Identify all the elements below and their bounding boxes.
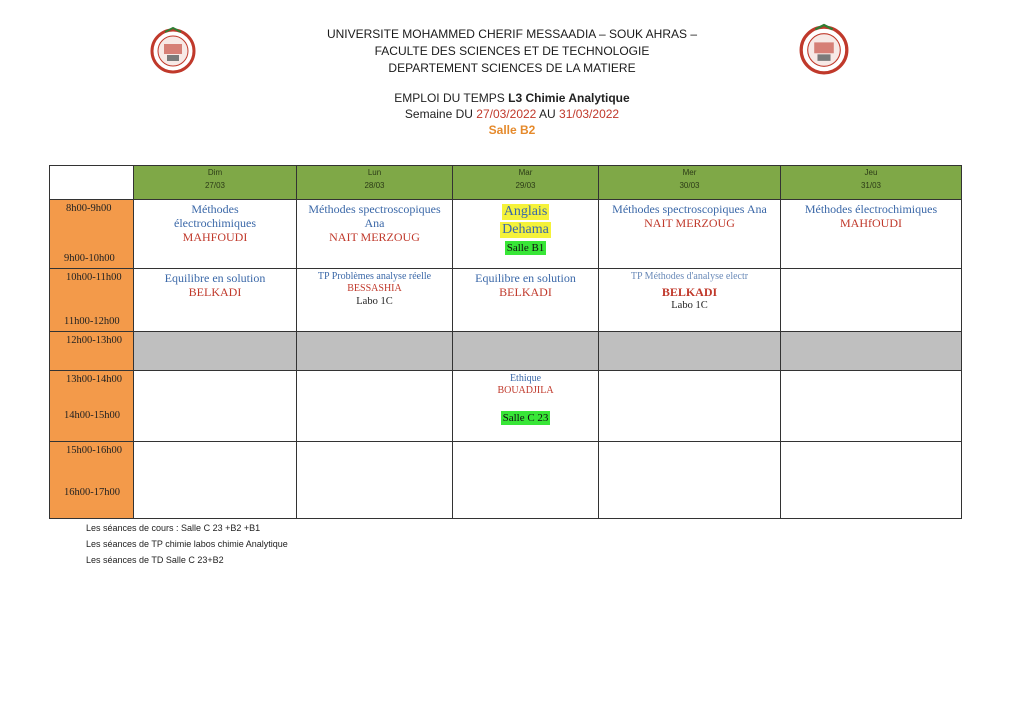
session-cell [781, 269, 962, 332]
time-cell-2 [50, 269, 134, 332]
time-label: 8h00-9h00 [66, 203, 112, 214]
time-cell-3 [50, 332, 134, 371]
professor-name: NAIT MERZOUG [329, 230, 420, 244]
lunch-cell [453, 332, 599, 371]
day-header-dim: Dim 27/03 [134, 166, 297, 200]
time-row-1 [50, 200, 962, 269]
university-header [0, 26, 1024, 77]
session-cell [297, 269, 453, 332]
schedule-notes [86, 520, 288, 568]
professor-name: MAHfOUDI [840, 216, 902, 230]
week-to-date: 31/03/2022 [559, 107, 620, 121]
note-line: Les séances de TD Salle C 23+B2 [86, 555, 224, 565]
session-cell [453, 269, 599, 332]
note-line: Les séances de TP chimie labos chimie Analytique [86, 539, 288, 549]
session-cell [781, 371, 962, 442]
time-row-2 [50, 269, 962, 332]
time-label: 15h00-16h00 [66, 445, 122, 456]
schedule-week [0, 106, 1024, 122]
professor-name: MAHFOUDI [182, 230, 248, 244]
time-label: 14h00-15h00 [64, 410, 120, 421]
room-label: Labo 1C [671, 300, 708, 311]
faculty-name: FACULTE DES SCIENCES ET DE TECHNOLOGIE [374, 44, 650, 58]
course-name: Anglais [503, 204, 548, 219]
time-row-4 [50, 371, 962, 442]
room-badge: Salle B1 [506, 242, 545, 254]
session-cell [599, 442, 781, 519]
time-row-5 [50, 442, 962, 519]
session-cell [781, 442, 962, 519]
course-name: Equilibre en solution [475, 271, 576, 285]
course-name: TP Problèmes analyse réelle [317, 271, 432, 282]
professor-name: NAIT MERZOUG [644, 216, 735, 230]
day-header-mar: Mar 29/03 [453, 166, 599, 200]
session-cell [781, 200, 962, 269]
course-name: Méthodes spectroscopiques Ana [308, 202, 441, 230]
session-cell [134, 442, 297, 519]
time-cell-1 [50, 200, 134, 269]
time-cell-5 [50, 442, 134, 519]
time-label: 10h00-11h00 [66, 272, 122, 283]
time-cell-4 [50, 371, 134, 442]
session-cell [297, 371, 453, 442]
corner-cell [50, 166, 134, 200]
lunch-cell [599, 332, 781, 371]
session-cell [134, 269, 297, 332]
session-cell [599, 269, 781, 332]
schedule-room: Salle B2 [488, 123, 536, 137]
day-header-mer: Mer 30/03 [599, 166, 781, 200]
time-label: 13h00-14h00 [66, 374, 122, 385]
time-label: 12h00-13h00 [66, 335, 122, 346]
professor-name: BELKADI [188, 285, 242, 299]
professor-name: BELKADI [499, 285, 552, 299]
room-label: Labo 1C [356, 296, 393, 307]
day-header-row [50, 166, 962, 200]
day-header-lun: Lun 28/03 [297, 166, 453, 200]
week-mid: AU [536, 107, 560, 121]
course-name: Méthodes électrochimiques [174, 202, 256, 230]
session-cell [134, 371, 297, 442]
session-cell [453, 371, 599, 442]
session-cell [453, 200, 599, 269]
week-prefix: Semaine DU [404, 107, 477, 121]
lunch-cell [781, 332, 962, 371]
university-name: UNIVERSITE MOHAMMED CHERIF MESSAADIA – SOUK AHRAS – [326, 27, 698, 41]
course-name: Equilibre en solution [164, 271, 266, 285]
session-cell [134, 200, 297, 269]
note-line: Les séances de cours : Salle C 23 +B2 +B1 [86, 523, 261, 533]
session-cell [297, 442, 453, 519]
day-header-jeu: Jeu 31/03 [781, 166, 962, 200]
time-label: 16h00-17h00 [64, 487, 120, 498]
time-label: 9h00-10h00 [64, 253, 115, 264]
department-name: DEPARTEMENT SCIENCES DE LA MATIERE [388, 61, 636, 75]
session-cell [599, 200, 781, 269]
professor-name: Dehama [502, 222, 549, 237]
lunch-cell [297, 332, 453, 371]
schedule-title-block [0, 90, 1024, 138]
time-label: 11h00-12h00 [64, 316, 120, 327]
course-name: Méthodes spectroscopiques Ana [612, 202, 767, 216]
professor-name: BOUADJILA [497, 385, 554, 396]
schedule-title-prefix: EMPLOI DU TEMPS [394, 91, 509, 105]
week-from-date: 27/03/2022 [476, 107, 537, 121]
session-cell [297, 200, 453, 269]
time-row-3 [50, 332, 962, 371]
schedule-class-name: L3 Chimie Analytique [508, 91, 630, 105]
course-name: Ethique [509, 373, 542, 384]
session-cell [453, 442, 599, 519]
course-name: Méthodes électrochimiques [804, 202, 938, 216]
professor-name: BELKADI [661, 285, 718, 299]
room-badge: Salle C 23 [502, 412, 549, 424]
schedule-title [0, 90, 1024, 106]
professor-name: BESSASHIA [347, 283, 402, 294]
session-cell [599, 371, 781, 442]
course-name: TP Méthodes d'analyse electr [630, 271, 749, 282]
lunch-cell [134, 332, 297, 371]
timetable [49, 165, 962, 519]
